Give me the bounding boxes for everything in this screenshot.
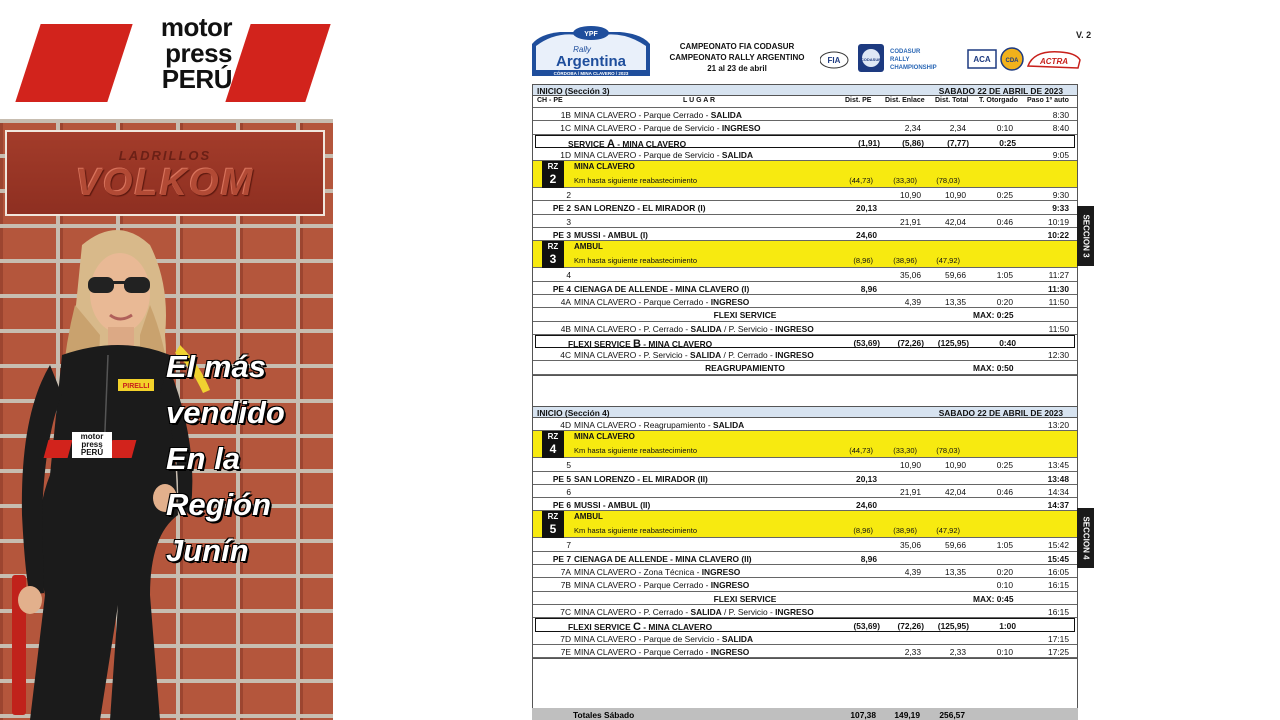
place-bold: SALIDA	[721, 633, 754, 644]
chest-logo-line-2: press	[81, 440, 103, 449]
logo-line-1: motor	[160, 12, 232, 42]
regroup-label: FLEXI SERVICE	[713, 310, 777, 321]
service-name: SERVICE	[568, 138, 607, 149]
chest-logo-line-1: motor	[80, 432, 104, 441]
place-text-2: / P. Cerrado -	[721, 350, 776, 361]
first-car-time: 9:33	[1052, 203, 1069, 214]
championship-line: CAMPEONATO FIA CODASUR	[679, 42, 795, 51]
rz-badge	[542, 431, 564, 458]
place-bold: SALIDA	[690, 350, 722, 361]
dist-total: 10,90	[945, 190, 966, 201]
first-car-time: 11:50	[1048, 296, 1069, 307]
place-cell	[574, 420, 744, 430]
section-4-tab: SECCION 4	[1077, 508, 1094, 568]
first-car-time: 8:30	[1052, 110, 1069, 120]
logo-codasur: CODASUR	[860, 57, 882, 62]
time-allowed: 0:10	[996, 123, 1013, 134]
rz-place: MINA CLAVERO	[574, 432, 635, 442]
place-bold: SALIDA	[690, 323, 722, 334]
time-allowed: 0:25	[999, 137, 1016, 148]
section-date: SABADO 22 DE ABRIL DE 2023	[938, 86, 1063, 96]
control-code: 6	[566, 486, 571, 497]
col-enlace: Dist. Enlace	[885, 97, 925, 104]
dist-pe: 20,13	[856, 473, 877, 484]
svg-text:RALLY: RALLY	[890, 57, 910, 63]
first-car-time: 11:27	[1048, 270, 1069, 281]
stage-name: MUSSI - AMBUL (I)	[574, 230, 648, 241]
slogan-line: En la	[166, 441, 241, 476]
place-text: MINA CLAVERO - Parque de Servicio -	[574, 633, 722, 644]
first-car-time: 11:30	[1048, 283, 1069, 294]
time-allowed: 1:00	[999, 621, 1016, 632]
control-code: PE 3	[552, 230, 571, 241]
place-cell	[574, 284, 749, 294]
place-text: MINA CLAVERO - Parque Cerrado -	[574, 580, 711, 591]
stage-name: SAN LORENZO - EL MIRADOR (II)	[574, 473, 708, 484]
control-row	[533, 295, 1077, 308]
place-bold: SALIDA	[721, 149, 754, 160]
section-date: SABADO 22 DE ABRIL DE 2023	[938, 408, 1063, 418]
dist-pe: 24,60	[856, 230, 877, 241]
place-text: MINA CLAVERO - Parque de Servicio -	[574, 149, 722, 160]
refuel-zone-row	[533, 241, 1077, 268]
rz-number: 5	[549, 522, 557, 537]
dist-enlace: 35,06	[900, 540, 921, 551]
section-3-tab: SECCION 3	[1077, 206, 1094, 266]
control-code: 1D	[560, 149, 571, 160]
championship-line: CAMPEONATO RALLY ARGENTINO	[669, 53, 805, 62]
place-text: MINA CLAVERO - Parque Cerrado -	[574, 110, 711, 120]
control-row	[533, 348, 1077, 361]
rally-itinerary-document	[530, 20, 1100, 720]
stage-row	[533, 552, 1077, 565]
totals-row	[532, 708, 1078, 720]
place-text: MINA CLAVERO - P. Servicio -	[574, 350, 691, 361]
rz-label: RZ	[547, 242, 559, 252]
dist-enlace: (72,26)	[897, 337, 924, 348]
rz-subtitle: Km hasta siguiente reabastecimiento	[574, 256, 697, 266]
control-row	[533, 632, 1077, 645]
stage-row	[533, 472, 1077, 485]
dist-enlace: 4,39	[904, 567, 921, 578]
time-allowed: 0:20	[996, 296, 1013, 307]
control-code: PE 6	[552, 500, 571, 511]
championship-title	[662, 41, 812, 74]
rz-place: MINA CLAVERO	[574, 162, 635, 172]
first-car-time: 8:40	[1052, 123, 1069, 134]
dist-enlace: (5,86)	[902, 137, 924, 148]
logo-codasur-championship: CHAMPIONSHIP	[890, 65, 937, 71]
control-row	[533, 645, 1077, 658]
place-cell	[574, 554, 752, 564]
rz-number: 4	[549, 442, 557, 457]
rz-pe: (8,96)	[853, 256, 873, 266]
rz-pe: (8,96)	[853, 526, 873, 536]
first-car-time: 11:50	[1048, 323, 1069, 334]
place-text: MINA CLAVERO - Parque Cerrado -	[574, 296, 711, 307]
dist-total: (125,95)	[937, 621, 969, 632]
first-car-time: 10:22	[1047, 230, 1069, 241]
control-row	[533, 565, 1077, 578]
stage-name: MUSSI - AMBUL (II)	[574, 500, 651, 511]
place-cell	[574, 607, 814, 617]
first-car-time: 12:30	[1048, 350, 1069, 361]
place-bold: INGRESO	[710, 296, 750, 307]
control-row	[533, 578, 1077, 591]
rz-enlace: (38,96)	[893, 256, 917, 266]
time-allowed: 0:20	[996, 567, 1013, 578]
logo-ypf: YPF	[584, 31, 598, 38]
control-row	[533, 121, 1077, 134]
place-cell	[574, 230, 648, 240]
section-3-table	[532, 84, 1078, 376]
dist-pe: (1,91)	[858, 137, 880, 148]
sponsor-logos-strip	[820, 44, 1082, 74]
dist-pe: 24,60	[856, 500, 877, 511]
control-code: 4A	[560, 296, 571, 307]
first-car-time: 9:05	[1052, 149, 1069, 160]
stage-row	[533, 282, 1077, 295]
rz-pe: (44,73)	[849, 176, 873, 186]
rz-total: (47,92)	[936, 526, 960, 536]
control-row	[533, 148, 1077, 161]
dist-pe: 8,96	[860, 553, 877, 564]
regroup-row	[533, 592, 1077, 605]
stage-name: CIENAGA DE ALLENDE - MINA CLAVERO (II)	[574, 553, 752, 564]
control-code: 7D	[560, 633, 571, 644]
control-code: PE 7	[552, 553, 571, 564]
rz-enlace: (33,30)	[893, 446, 917, 456]
place-bold: SALIDA	[710, 110, 742, 120]
dist-total: (7,77)	[947, 137, 969, 148]
first-car-time: 15:42	[1048, 540, 1069, 551]
dist-total: 59,66	[945, 540, 966, 551]
logo-argentina: Argentina	[555, 53, 627, 70]
first-car-time: 15:45	[1047, 553, 1069, 564]
rz-badge	[542, 161, 564, 188]
slogan-line: Región	[166, 487, 272, 522]
refuel-zone-row	[533, 431, 1077, 458]
stage-row	[533, 228, 1077, 241]
col-total: Dist. Total	[935, 97, 969, 104]
version-label: V. 2	[1076, 30, 1092, 40]
first-car-time: 13:20	[1048, 420, 1069, 430]
time-allowed: 0:10	[996, 580, 1013, 591]
first-car-time: 10:19	[1048, 216, 1069, 227]
totals-enlace: 149,19	[894, 710, 920, 720]
section-header	[533, 85, 1077, 96]
stage-name: SAN LORENZO - EL MIRADOR (I)	[574, 203, 706, 214]
first-car-time: 14:34	[1048, 486, 1069, 497]
place-text: MINA CLAVERO - Reagrupamiento -	[574, 420, 714, 430]
logo-aca: ACA	[973, 55, 991, 64]
place-bold: INGRESO	[710, 580, 750, 591]
rz-subtitle: Km hasta siguiente reabastecimiento	[574, 176, 697, 186]
control-code: 7B	[560, 580, 571, 591]
rz-enlace: (38,96)	[893, 526, 917, 536]
place-text: MINA CLAVERO - Parque de Servicio -	[574, 123, 722, 134]
control-code: PE 4	[552, 283, 571, 294]
control-code: 1C	[560, 123, 571, 134]
place-text: MINA CLAVERO - Zona Técnica -	[574, 567, 702, 578]
refuel-zone-row	[533, 511, 1077, 538]
rz-label: RZ	[547, 432, 559, 442]
control-code: 7C	[560, 606, 571, 617]
rz-number: 3	[549, 252, 557, 267]
slogan-line: vendido	[166, 395, 285, 430]
totals-label: Totales Sábado	[573, 710, 635, 720]
control-row	[533, 605, 1077, 618]
place-cell	[574, 324, 814, 334]
rz-place: AMBUL	[574, 512, 603, 522]
control-row	[533, 215, 1077, 228]
dist-total: 42,04	[945, 216, 966, 227]
sponsor-big-text: VOLKOM	[75, 162, 255, 204]
logo-actra: ACTRA	[1040, 57, 1068, 66]
rz-place: AMBUL	[574, 242, 603, 252]
rz-enlace: (33,30)	[893, 176, 917, 186]
section-header	[533, 407, 1077, 418]
dist-enlace: 2,34	[904, 123, 921, 134]
service-letter: B	[633, 337, 641, 350]
place-text-2: / P. Servicio -	[721, 606, 776, 617]
motorpress-logo	[0, 0, 333, 119]
regroup-max: MAX: 0:25	[973, 310, 1014, 321]
place-bold-2: INGRESO	[775, 323, 814, 334]
col-paso: Paso 1º auto	[1027, 97, 1069, 104]
place-bold: INGRESO	[710, 646, 750, 657]
place-text: MINA CLAVERO - P. Cerrado -	[574, 606, 691, 617]
control-code: 4B	[560, 323, 571, 334]
service-row	[535, 335, 1075, 348]
place-cell	[574, 567, 740, 577]
col-pe: Dist. PE	[845, 97, 872, 104]
first-car-time: 13:45	[1048, 460, 1069, 471]
control-code: 2	[566, 190, 571, 201]
logo-cda: CDA	[1005, 58, 1019, 64]
logo-fia: FIA	[827, 56, 841, 65]
dist-enlace: 35,06	[900, 270, 921, 281]
time-allowed: 0:25	[996, 460, 1013, 471]
rz-pe: (44,73)	[849, 446, 873, 456]
control-row	[533, 458, 1077, 471]
place-cell	[574, 647, 749, 657]
time-allowed: 0:46	[996, 486, 1013, 497]
first-car-time: 16:05	[1048, 567, 1069, 578]
control-row	[533, 268, 1077, 281]
logo-line-2: press	[165, 38, 232, 68]
place-bold-2: INGRESO	[775, 606, 814, 617]
dist-enlace: (72,26)	[897, 621, 924, 632]
totals-total: 256,57	[939, 710, 965, 720]
dist-enlace: 21,91	[900, 216, 921, 227]
regroup-max: MAX: 0:45	[973, 593, 1014, 604]
control-row	[533, 108, 1077, 121]
dist-total: 13,35	[945, 567, 966, 578]
chest-logo-line-3: PERÚ	[80, 448, 104, 457]
place-cell	[574, 150, 753, 160]
place-cell	[574, 110, 742, 120]
regroup-label: REAGRUPAMIENTO	[705, 363, 785, 374]
service-row	[535, 135, 1075, 148]
dist-pe: 8,96	[860, 283, 877, 294]
control-row	[533, 322, 1077, 335]
service-row	[535, 618, 1075, 634]
section-title: INICIO (Sección 4)	[537, 408, 610, 418]
place-text-2: / P. Servicio -	[721, 323, 776, 334]
rally-argentina-logo	[530, 24, 652, 78]
rz-number: 2	[549, 172, 557, 187]
first-car-time: 9:30	[1052, 190, 1069, 201]
dist-enlace: 4,39	[904, 296, 921, 307]
regroup-row	[533, 308, 1077, 321]
place-cell	[574, 500, 650, 510]
refuel-zone-row	[533, 161, 1077, 188]
slogan-line: Junín	[166, 533, 249, 568]
first-car-time: 14:37	[1047, 500, 1069, 511]
rz-subtitle: Km hasta siguiente reabastecimiento	[574, 526, 697, 536]
control-row	[533, 188, 1077, 201]
time-allowed: 0:40	[999, 337, 1016, 348]
dist-enlace: 10,90	[900, 460, 921, 471]
control-code: 5	[566, 460, 571, 471]
stage-row	[533, 498, 1077, 511]
control-code: 7	[566, 540, 571, 551]
championship-line: 21 al 23 de abril	[707, 64, 767, 73]
service-place: - MINA CLAVERO	[614, 138, 687, 149]
sponsor-banner	[5, 130, 325, 216]
rz-total: (78,03)	[936, 446, 960, 456]
dist-pe: (53,69)	[853, 621, 880, 632]
dist-enlace: 2,33	[904, 646, 921, 657]
svg-text:PIRELLI: PIRELLI	[122, 383, 150, 390]
stage-row	[533, 201, 1077, 214]
place-cell	[574, 580, 749, 590]
control-code: PE 5	[552, 473, 571, 484]
first-car-time: 17:15	[1048, 633, 1069, 644]
regroup-label: FLEXI SERVICE	[713, 593, 777, 604]
place-cell	[574, 474, 708, 484]
rz-subtitle: Km hasta siguiente reabastecimiento	[574, 446, 697, 456]
place-cell	[574, 350, 814, 360]
control-code: 4D	[560, 420, 571, 430]
stage-name: CIENAGA DE ALLENDE - MINA CLAVERO (I)	[574, 283, 750, 294]
svg-text:CODASUR: CODASUR	[890, 49, 921, 55]
place-text: MINA CLAVERO - Parque Cerrado -	[574, 646, 711, 657]
service-name: FLEXI SERVICE	[568, 338, 634, 349]
col-otorgado: T. Otorgado	[979, 97, 1018, 104]
logo-line-3: PERÚ	[161, 64, 232, 94]
regroup-row	[533, 361, 1077, 374]
rz-label: RZ	[547, 162, 559, 172]
place-cell	[574, 123, 760, 133]
control-code: 4	[566, 270, 571, 281]
slogan-line: El más	[166, 349, 266, 384]
section-4-table	[532, 406, 1078, 659]
rz-badge	[542, 241, 564, 268]
dist-total: 42,04	[945, 486, 966, 497]
place-cell	[574, 203, 706, 213]
place-cell	[574, 634, 753, 644]
chest-motorpress-logo	[46, 432, 136, 458]
place-text: MINA CLAVERO - P. Cerrado -	[574, 323, 691, 334]
control-code: 3	[566, 216, 571, 227]
service-place: - MINA CLAVERO	[640, 622, 713, 633]
control-code: 7A	[560, 567, 571, 578]
rz-total: (78,03)	[936, 176, 960, 186]
dist-pe: (53,69)	[853, 337, 880, 348]
control-code: 1B	[560, 110, 571, 120]
place-bold-2: INGRESO	[775, 350, 814, 361]
logo-bottom: CÓRDOBA / MINA CLAVERO / 2023	[553, 71, 629, 76]
control-row	[533, 538, 1077, 551]
col-place: L U G A R	[683, 97, 716, 104]
dist-total: (125,95)	[937, 337, 969, 348]
dist-enlace: 10,90	[900, 190, 921, 201]
time-allowed: 0:46	[996, 216, 1013, 227]
col-ch: CH - PE	[537, 97, 563, 104]
place-bold: SALIDA	[690, 606, 722, 617]
dist-enlace: 21,91	[900, 486, 921, 497]
place-bold: INGRESO	[701, 567, 741, 578]
place-bold: INGRESO	[721, 123, 761, 134]
control-code: 7E	[560, 646, 571, 657]
slogan	[166, 344, 285, 574]
first-car-time: 16:15	[1048, 606, 1069, 617]
service-letter: C	[633, 621, 641, 634]
place-bold: SALIDA	[713, 420, 745, 430]
sponsor-small-text: LADRILLOS	[118, 148, 212, 163]
dist-pe: 20,13	[856, 203, 877, 214]
section-title: INICIO (Sección 3)	[537, 86, 610, 96]
time-allowed: 0:25	[996, 190, 1013, 201]
control-code: 4C	[560, 350, 571, 361]
time-allowed: 1:05	[996, 540, 1013, 551]
control-row	[533, 485, 1077, 498]
service-place: - MINA CLAVERO	[640, 338, 713, 349]
control-row	[533, 418, 1077, 431]
control-code: PE 2	[552, 203, 571, 214]
first-car-time: 17:25	[1048, 646, 1069, 657]
dist-total: 2,33	[949, 646, 966, 657]
advertisement-panel	[0, 0, 333, 720]
column-header-row	[533, 96, 1077, 108]
service-name: FLEXI SERVICE	[568, 622, 634, 633]
rz-badge	[542, 511, 564, 538]
time-allowed: 0:10	[996, 646, 1013, 657]
time-allowed: 1:05	[996, 270, 1013, 281]
logo-rally: Rally	[573, 45, 591, 54]
rz-total: (47,92)	[936, 256, 960, 266]
rz-label: RZ	[547, 512, 559, 522]
totals-pe: 107,38	[850, 710, 876, 720]
first-car-time: 16:15	[1048, 580, 1069, 591]
first-car-time: 13:48	[1047, 473, 1069, 484]
dist-total: 13,35	[945, 296, 966, 307]
dist-total: 10,90	[945, 460, 966, 471]
service-letter: A	[606, 137, 615, 150]
dist-total: 59,66	[945, 270, 966, 281]
place-cell	[574, 297, 749, 307]
dist-total: 2,34	[949, 123, 966, 134]
regroup-max: MAX: 0:50	[973, 363, 1014, 374]
